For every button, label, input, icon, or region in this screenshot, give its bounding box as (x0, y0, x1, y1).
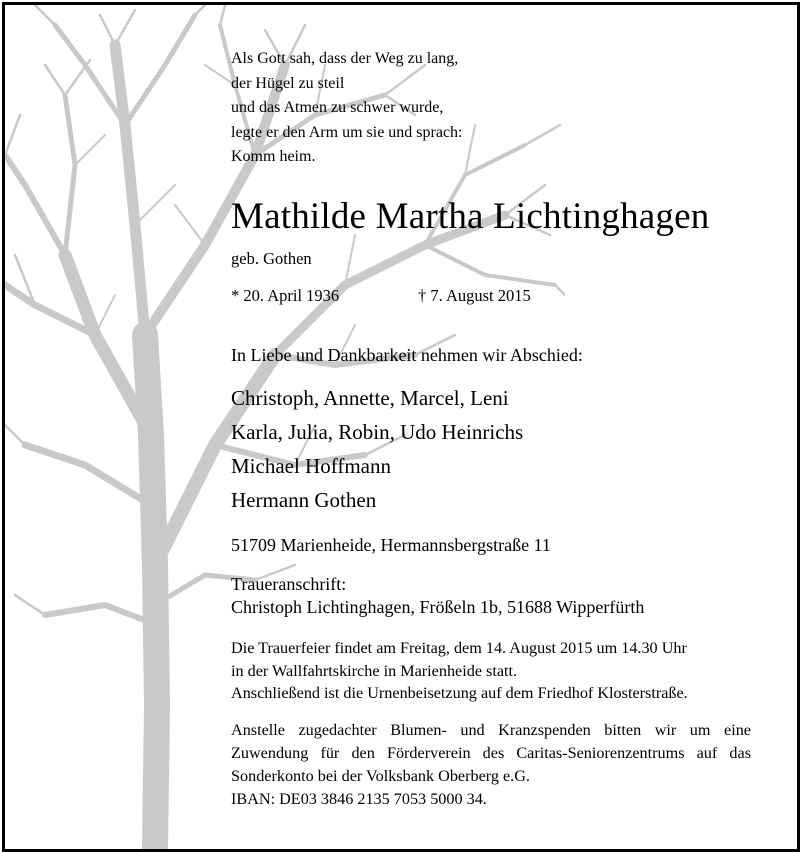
poem-line: Als Gott sah, dass der Weg zu lang, (231, 50, 459, 67)
donation-line: Zuwendung für den Förderverein des Caritas-Seniorenzentrums auf das (231, 744, 751, 762)
obituary-frame (2, 2, 800, 852)
iban-line: IBAN: DE03 3846 2135 7053 5000 34. (231, 790, 487, 808)
deceased-name: Mathilde Martha Lichtinghagen (231, 196, 710, 237)
poem-line: und das Atmen zu schwer wurde, (231, 99, 444, 116)
service-line: Anschließend ist die Urnenbeisetzung auf dem Friedhof Klosterstraße. (231, 684, 688, 702)
poem-line: legte er den Arm um sie und sprach: (231, 123, 463, 141)
mailing-address (231, 573, 644, 619)
poem-line: der Hügel zu steil (231, 74, 345, 92)
mailing-address-value: Christoph Lichtinghagen, Frößeln 1b, 51688 Wipperfürth (231, 597, 645, 617)
maiden-name: geb. Gothen (231, 249, 312, 268)
service-line: in der Wallfahrtskirche in Marienheide statt. (231, 661, 518, 680)
mourners-list (231, 381, 523, 517)
donation-info (231, 719, 751, 811)
funeral-service-info (231, 637, 751, 705)
mailing-address-label: Traueranschrift: (231, 574, 347, 594)
life-dates (231, 286, 531, 306)
donation-line: Anstelle zugedachter Blumen- und Kranzspenden bitten wir um eine (231, 721, 751, 739)
service-line: Die Trauerfeier findet am Freitag, dem 14. August 2015 um 14.30 Uhr (231, 639, 687, 657)
mourner-line: Christoph, Annette, Marcel, Leni (231, 386, 509, 410)
death-date: † 7. August 2015 (418, 286, 531, 305)
mourner-line: Michael Hoffmann (231, 454, 391, 478)
donation-line: Sonderkonto bei der Volksbank Oberberg e.G. (231, 767, 530, 785)
residence-address: 51709 Marienheide, Hermannsbergstraße 11 (231, 535, 551, 555)
poem-line: Komm heim. (231, 148, 316, 165)
poem (231, 47, 463, 170)
mourner-line: Karla, Julia, Robin, Udo Heinrichs (231, 420, 524, 444)
farewell-intro: In Liebe und Dankbarkeit nehmen wir Abschied: (231, 345, 583, 365)
birth-date: * 20. April 1936 (231, 286, 340, 305)
mourner-line: Hermann Gothen (231, 488, 377, 512)
